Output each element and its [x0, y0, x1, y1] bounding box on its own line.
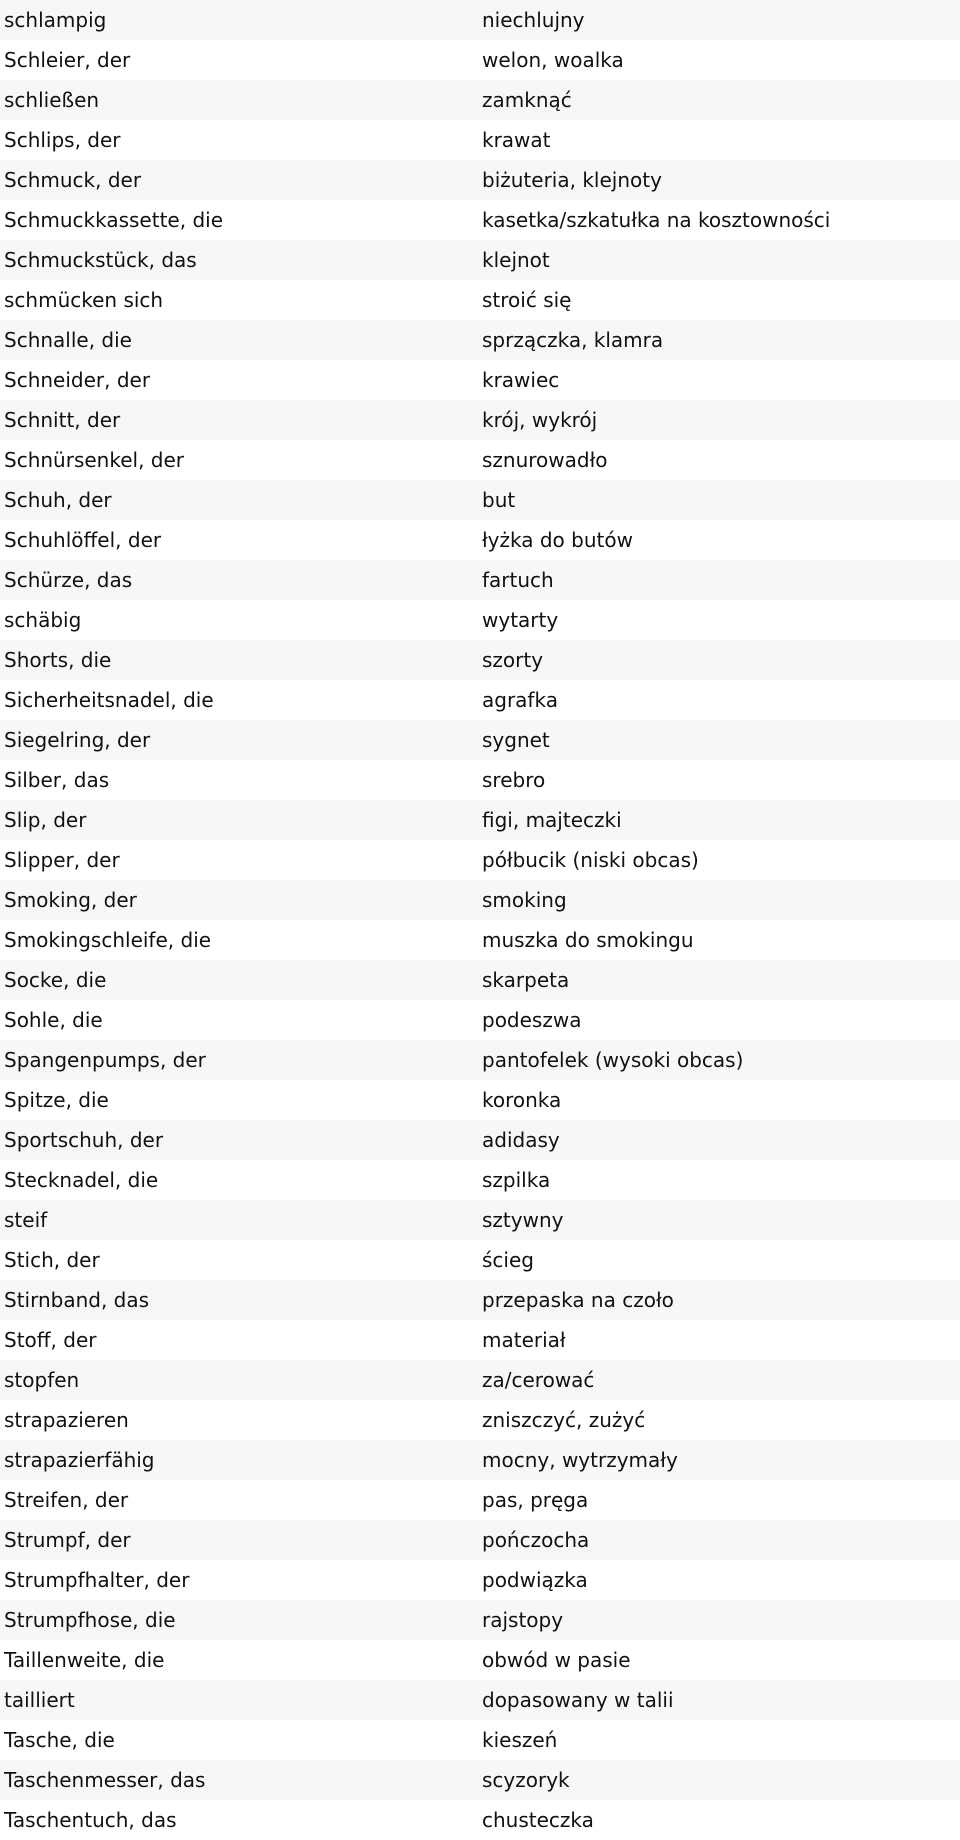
polish-translation: sprzączka, klamra: [482, 320, 960, 360]
polish-translation: rajstopy: [482, 1600, 960, 1640]
vocabulary-row: [0, 1040, 960, 1080]
german-term: Schmuckkassette, die: [0, 200, 482, 240]
vocabulary-row: [0, 520, 960, 560]
german-term: Silber, das: [0, 760, 482, 800]
vocabulary-row: [0, 1120, 960, 1160]
german-term: Siegelring, der: [0, 720, 482, 760]
polish-translation: sygnet: [482, 720, 960, 760]
vocabulary-row: [0, 40, 960, 80]
german-term: Spitze, die: [0, 1080, 482, 1120]
german-term: Strumpfhalter, der: [0, 1560, 482, 1600]
german-term: Stirnband, das: [0, 1280, 482, 1320]
polish-translation: szpilka: [482, 1160, 960, 1200]
vocabulary-row: [0, 80, 960, 120]
german-term: Schürze, das: [0, 560, 482, 600]
german-term: Slipper, der: [0, 840, 482, 880]
german-term: schlampig: [0, 0, 482, 40]
vocabulary-row: [0, 560, 960, 600]
polish-translation: krawat: [482, 120, 960, 160]
vocabulary-row: [0, 1720, 960, 1760]
vocabulary-row: [0, 1760, 960, 1800]
vocabulary-row: [0, 1640, 960, 1680]
vocabulary-row: [0, 280, 960, 320]
polish-translation: adidasy: [482, 1120, 960, 1160]
german-term: strapazierfähig: [0, 1440, 482, 1480]
polish-translation: pończocha: [482, 1520, 960, 1560]
german-term: Strumpfhose, die: [0, 1600, 482, 1640]
vocabulary-row: [0, 1800, 960, 1840]
polish-translation: smoking: [482, 880, 960, 920]
german-term: Stich, der: [0, 1240, 482, 1280]
polish-translation: stroić się: [482, 280, 960, 320]
german-term: Stecknadel, die: [0, 1160, 482, 1200]
vocabulary-row: [0, 0, 960, 40]
polish-translation: niechlujny: [482, 0, 960, 40]
german-term: Streifen, der: [0, 1480, 482, 1520]
german-term: Taillenweite, die: [0, 1640, 482, 1680]
german-term: strapazieren: [0, 1400, 482, 1440]
german-term: Stoff, der: [0, 1320, 482, 1360]
polish-translation: podwiązka: [482, 1560, 960, 1600]
vocabulary-row: [0, 160, 960, 200]
vocabulary-row: [0, 1280, 960, 1320]
polish-translation: biżuteria, klejnoty: [482, 160, 960, 200]
vocabulary-row: [0, 1680, 960, 1720]
german-term: Schuhlöffel, der: [0, 520, 482, 560]
vocabulary-row: [0, 120, 960, 160]
polish-translation: figi, majteczki: [482, 800, 960, 840]
polish-translation: za/cerować: [482, 1360, 960, 1400]
polish-translation: but: [482, 480, 960, 520]
german-term: schließen: [0, 80, 482, 120]
german-term: Shorts, die: [0, 640, 482, 680]
polish-translation: obwód w pasie: [482, 1640, 960, 1680]
german-term: Strumpf, der: [0, 1520, 482, 1560]
polish-translation: zamknąć: [482, 80, 960, 120]
vocabulary-row: [0, 400, 960, 440]
german-term: Schmuckstück, das: [0, 240, 482, 280]
polish-translation: sznurowadło: [482, 440, 960, 480]
vocabulary-row: [0, 360, 960, 400]
polish-translation: agrafka: [482, 680, 960, 720]
german-term: Schnitt, der: [0, 400, 482, 440]
polish-translation: ścieg: [482, 1240, 960, 1280]
polish-translation: szorty: [482, 640, 960, 680]
german-term: Schneider, der: [0, 360, 482, 400]
vocabulary-row: [0, 1240, 960, 1280]
german-term: steif: [0, 1200, 482, 1240]
polish-translation: srebro: [482, 760, 960, 800]
german-term: stopfen: [0, 1360, 482, 1400]
vocabulary-row: [0, 960, 960, 1000]
vocabulary-row: [0, 840, 960, 880]
polish-translation: fartuch: [482, 560, 960, 600]
vocabulary-row: [0, 1400, 960, 1440]
polish-translation: koronka: [482, 1080, 960, 1120]
vocabulary-row: [0, 240, 960, 280]
vocabulary-row: [0, 600, 960, 640]
german-term: Schnalle, die: [0, 320, 482, 360]
vocabulary-row: [0, 920, 960, 960]
vocabulary-row: [0, 640, 960, 680]
german-term: Smoking, der: [0, 880, 482, 920]
polish-translation: chusteczka: [482, 1800, 960, 1840]
vocabulary-row: [0, 1520, 960, 1560]
polish-translation: kasetka/szkatułka na kosztowności: [482, 200, 960, 240]
polish-translation: krawiec: [482, 360, 960, 400]
polish-translation: pantofelek (wysoki obcas): [482, 1040, 960, 1080]
vocabulary-row: [0, 760, 960, 800]
german-term: Sportschuh, der: [0, 1120, 482, 1160]
vocabulary-row: [0, 320, 960, 360]
polish-translation: scyzoryk: [482, 1760, 960, 1800]
vocabulary-row: [0, 1600, 960, 1640]
polish-translation: krój, wykrój: [482, 400, 960, 440]
polish-translation: kieszeń: [482, 1720, 960, 1760]
polish-translation: welon, woalka: [482, 40, 960, 80]
german-term: Slip, der: [0, 800, 482, 840]
polish-translation: muszka do smokingu: [482, 920, 960, 960]
german-term: Sohle, die: [0, 1000, 482, 1040]
vocabulary-row: [0, 200, 960, 240]
vocabulary-row: [0, 1000, 960, 1040]
polish-translation: półbucik (niski obcas): [482, 840, 960, 880]
vocabulary-row: [0, 480, 960, 520]
polish-translation: wytarty: [482, 600, 960, 640]
polish-translation: dopasowany w talii: [482, 1680, 960, 1720]
vocabulary-row: [0, 1160, 960, 1200]
vocabulary-row: [0, 680, 960, 720]
polish-translation: zniszczyć, zużyć: [482, 1400, 960, 1440]
vocabulary-row: [0, 440, 960, 480]
german-term: Spangenpumps, der: [0, 1040, 482, 1080]
vocabulary-row: [0, 800, 960, 840]
vocabulary-row: [0, 1320, 960, 1360]
german-term: Sicherheitsnadel, die: [0, 680, 482, 720]
german-term: tailliert: [0, 1680, 482, 1720]
vocabulary-row: [0, 1560, 960, 1600]
german-term: schäbig: [0, 600, 482, 640]
polish-translation: przepaska na czoło: [482, 1280, 960, 1320]
vocabulary-row: [0, 1440, 960, 1480]
vocabulary-row: [0, 880, 960, 920]
german-term: Taschenmesser, das: [0, 1760, 482, 1800]
polish-translation: pas, pręga: [482, 1480, 960, 1520]
polish-translation: sztywny: [482, 1200, 960, 1240]
german-term: Schmuck, der: [0, 160, 482, 200]
vocabulary-row: [0, 720, 960, 760]
german-term: Schlips, der: [0, 120, 482, 160]
polish-translation: skarpeta: [482, 960, 960, 1000]
german-term: Taschentuch, das: [0, 1800, 482, 1840]
german-term: Smokingschleife, die: [0, 920, 482, 960]
german-term: Tasche, die: [0, 1720, 482, 1760]
polish-translation: mocny, wytrzymały: [482, 1440, 960, 1480]
german-term: Schnürsenkel, der: [0, 440, 482, 480]
german-term: Schleier, der: [0, 40, 482, 80]
polish-translation: podeszwa: [482, 1000, 960, 1040]
polish-translation: materiał: [482, 1320, 960, 1360]
german-term: schmücken sich: [0, 280, 482, 320]
vocabulary-row: [0, 1200, 960, 1240]
vocabulary-row: [0, 1360, 960, 1400]
polish-translation: łyżka do butów: [482, 520, 960, 560]
vocabulary-row: [0, 1480, 960, 1520]
german-term: Schuh, der: [0, 480, 482, 520]
polish-translation: klejnot: [482, 240, 960, 280]
german-term: Socke, die: [0, 960, 482, 1000]
vocabulary-row: [0, 1080, 960, 1120]
